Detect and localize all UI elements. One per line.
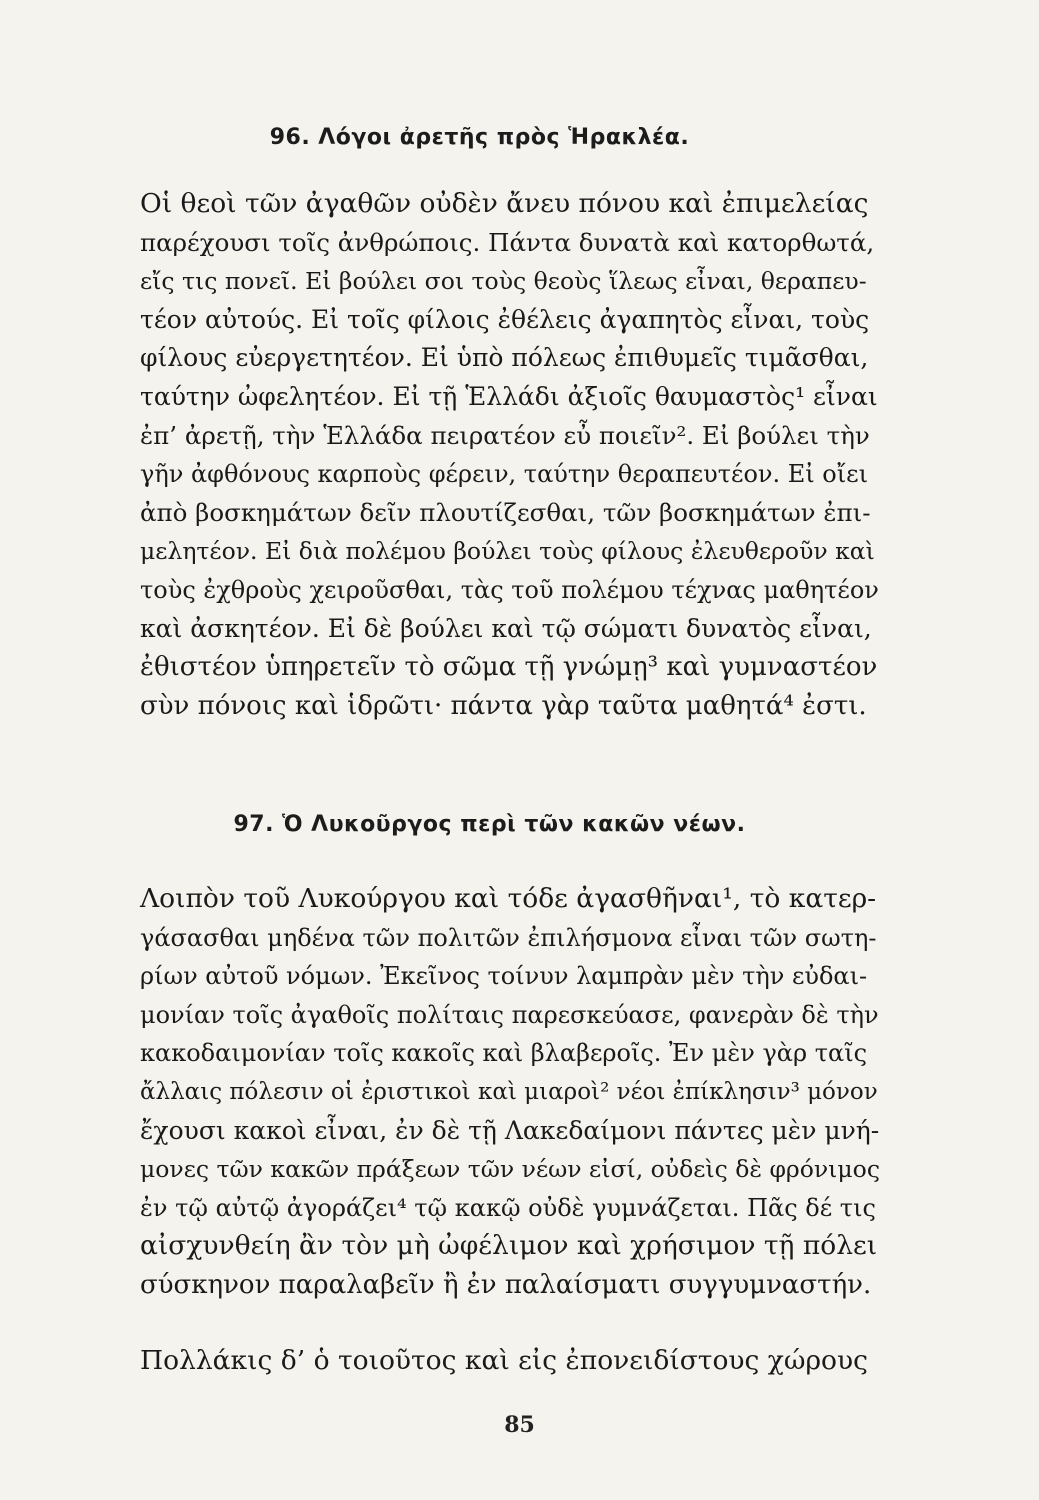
text-line: σὺν πόνοις καὶ ἱδρῶτι· πάντα γὰρ ταῦτα μαθητά⁴ ἐστι.	[140, 690, 867, 721]
continuation-paragraph	[140, 1342, 880, 1381]
text-line: Πολλάκις δ’ ὁ τοιοῦτος καὶ εἰς ἐπονειδίστους χώρους	[140, 1345, 868, 1376]
section-96-paragraph	[140, 185, 880, 725]
section-96-heading	[0, 125, 999, 150]
section-96-title: Λόγοι ἀρετῆς πρὸς Ἡρακλέα.	[318, 125, 690, 150]
section-97-paragraph	[140, 880, 880, 1305]
text-line: φίλους εὐεργετητέον. Εἰ ὑπὸ πόλεως ἐπιθυμεῖς τιμᾶσθαι,	[140, 343, 869, 373]
text-line: μελητέον. Εἰ διὰ πολέμου βούλει τοὺς φίλους ἐλευθεροῦν καὶ	[140, 537, 875, 566]
text-line: ρίων αὐτοῦ νόμων. Ἐκεῖνος τοίνυν λαμπρὰν μὲν τὴν εὐδαι-	[140, 962, 868, 991]
section-97-title: Ὁ Λυκοῦργος περὶ τῶν κακῶν νέων.	[281, 812, 746, 837]
text-line: Λοιπὸν τοῦ Λυκούργου καὶ τόδε ἀγασθῆναι¹, τὸ κατερ-	[140, 883, 877, 914]
text-line: παρέχουσι τοῖς ἀνθρώποις. Πάντα δυνατὰ καὶ κατορθωτά,	[140, 227, 875, 257]
section-96-number: 96.	[269, 125, 311, 150]
text-line: ἐν τῷ αὐτῷ ἀγοράζει⁴ τῷ κακῷ οὐδὲ γυμνάζεται. Πᾶς δέ τις	[140, 1193, 876, 1222]
text-line: ἐπ’ ἀρετῇ, τὴν Ἑλλάδα πειρατέον εὖ ποιεῖν². Εἰ βούλει τὴν	[140, 420, 870, 450]
text-line: τέον αὐτούς. Εἰ τοῖς φίλοις ἐθέλεις ἀγαπητὸς εἶναι, τοὺς	[140, 304, 870, 334]
text-line: μονες τῶν κακῶν πράξεων τῶν νέων εἰσί, οὐδεὶς δὲ φρόνιμος	[140, 1155, 880, 1184]
section-97-heading	[0, 812, 1009, 837]
text-line: ἔχουσι κακοὶ εἶναι, ἐν δὲ τῇ Λακεδαίμονι πάντες μὲν μνή-	[140, 1115, 880, 1145]
text-line: ταύτην ὠφελητέον. Εἰ τῇ Ἑλλάδι ἀξιοῖς θαυμαστὸς¹ εἶναι	[140, 381, 878, 411]
text-line: τοὺς ἐχθροὺς χειροῦσθαι, τὰς τοῦ πολέμου τέχνας μαθητέον	[140, 575, 879, 604]
text-line: γῆν ἀφθόνους καρποὺς φέρειν, ταύτην θεραπευτέον. Εἰ οἴει	[140, 460, 869, 489]
text-line: γάσασθαι μηδένα τῶν πολιτῶν ἐπιλήσμονα εἶναι τῶν σωτη-	[140, 923, 877, 952]
text-line: Οἱ θεοὶ τῶν ἀγαθῶν οὐδὲν ἄνευ πόνου καὶ ἐπιμελείας	[140, 188, 869, 219]
text-line: ἐθιστέον ὑπηρετεῖν τὸ σῶμα τῇ γνώμῃ³ καὶ γυμναστέον	[140, 652, 878, 683]
text-line: σύσκηνον παραλαβεῖν ἢ ἐν παλαίσματι συγγυμναστήν.	[140, 1269, 872, 1300]
text-line: μονίαν τοῖς ἀγαθοῖς πολίταις παρεσκεύασε, φανερὰν δὲ τὴν	[140, 1000, 879, 1029]
text-line: κακοδαιμονίαν τοῖς κακοῖς καὶ βλαβεροῖς. Ἐν μὲν γὰρ ταῖς	[140, 1039, 868, 1068]
page-number: 85	[504, 1412, 535, 1438]
text-line: καὶ ἀσκητέον. Εἰ δὲ βούλει καὶ τῷ σώματι δυνατὸς εἶναι,	[140, 613, 872, 643]
text-line: ἄλλαις πόλεσιν οἱ ἐριστικοὶ καὶ μιαροὶ² νέοι ἐπίκλησιν³ μόνον	[140, 1078, 878, 1105]
text-line: αἰσχυνθείη ἂν τὸν μὴ ὠφέλιμον καὶ χρήσιμον τῇ πόλει	[140, 1230, 878, 1262]
text-line: ἀπὸ βοσκημάτων δεῖν πλουτίζεσθαι, τῶν βοσκημάτων ἐπι-	[140, 497, 871, 527]
text-line: εἴς τις πονεῖ. Εἰ βούλει σοι τοὺς θεοὺς ἵλεως εἶναι, θεραπευ-	[140, 267, 867, 296]
section-97-number: 97.	[233, 812, 274, 837]
